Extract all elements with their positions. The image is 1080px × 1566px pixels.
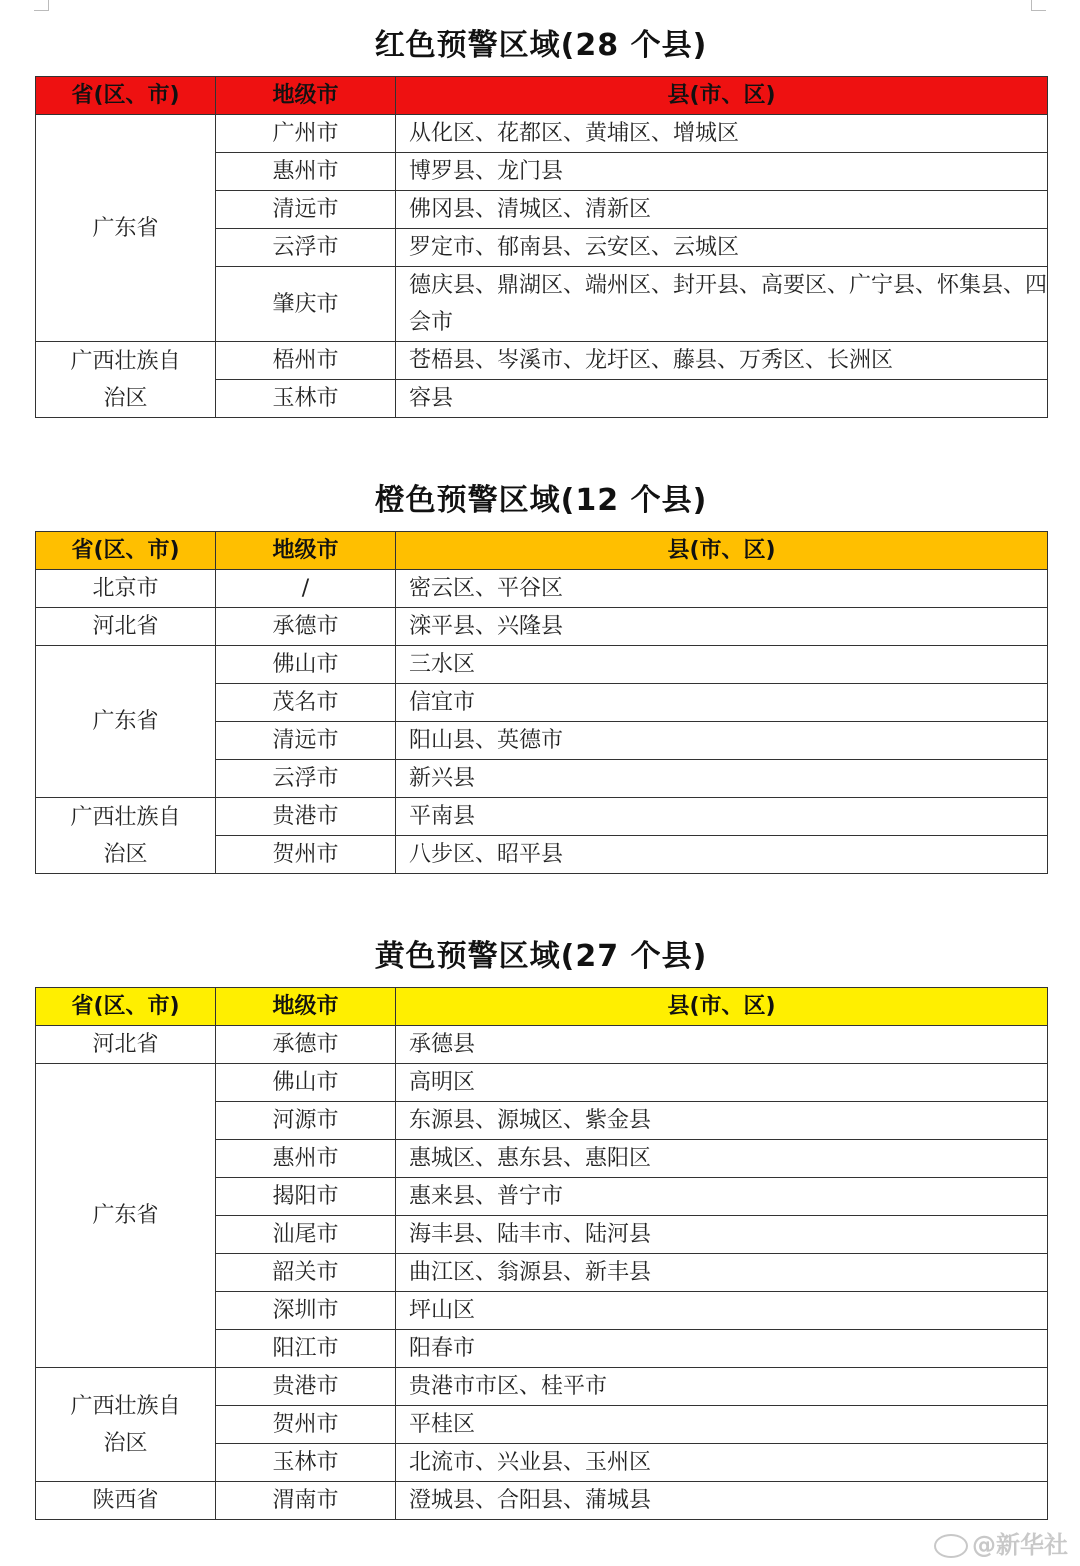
county-cell: 东源县、源城区、紫金县 [396, 1102, 1048, 1140]
county-cell: 八步区、昭平县 [396, 836, 1048, 874]
county-cell: 惠来县、普宁市 [396, 1178, 1048, 1216]
city-cell: 河源市 [216, 1102, 396, 1140]
county-cell: 贵港市市区、桂平市 [396, 1368, 1048, 1406]
county-cell: 高明区 [396, 1064, 1048, 1102]
table-row [36, 1482, 1048, 1520]
city-cell: 汕尾市 [216, 1216, 396, 1254]
county-cell: 容县 [396, 380, 1048, 418]
province-cell: 陕西省 [36, 1482, 216, 1520]
table-header-row [36, 77, 1048, 115]
county-cell: 坪山区 [396, 1292, 1048, 1330]
page-corner-mark-left [34, 0, 49, 11]
county-cell: 密云区、平谷区 [396, 570, 1048, 608]
watermark [934, 1525, 1068, 1560]
city-cell: 佛山市 [216, 1064, 396, 1102]
province-cell: 广东省 [36, 115, 216, 342]
orange-warning-title: 橙色预警区域(12 个县) [374, 483, 708, 518]
header-city: 地级市 [216, 988, 396, 1026]
header-county: 县(市、区) [396, 988, 1048, 1026]
header-city: 地级市 [216, 532, 396, 570]
city-cell: 深圳市 [216, 1292, 396, 1330]
province-cell: 河北省 [36, 608, 216, 646]
table-header-row [36, 988, 1048, 1026]
city-cell: 贺州市 [216, 836, 396, 874]
city-cell: 贺州市 [216, 1406, 396, 1444]
province-cell: 北京市 [36, 570, 216, 608]
city-cell: 阳江市 [216, 1330, 396, 1368]
table-row [36, 1064, 1048, 1102]
county-cell: 信宜市 [396, 684, 1048, 722]
province-cell: 广东省 [36, 1064, 216, 1368]
county-cell: 澄城县、合阳县、蒲城县 [396, 1482, 1048, 1520]
weibo-logo-icon [934, 1534, 968, 1558]
city-cell: 玉林市 [216, 380, 396, 418]
header-province: 省(区、市) [36, 988, 216, 1026]
county-cell: 佛冈县、清城区、清新区 [396, 191, 1048, 229]
red-warning-table [35, 76, 1048, 418]
yellow-warning-table [35, 987, 1048, 1520]
county-cell: 阳春市 [396, 1330, 1048, 1368]
page-corner-mark-right [1031, 0, 1046, 11]
table-row [36, 342, 1048, 380]
city-cell: 佛山市 [216, 646, 396, 684]
orange-warning-section [35, 471, 1047, 874]
city-cell: 肇庆市 [216, 267, 396, 342]
county-cell: 从化区、花都区、黄埔区、增城区 [396, 115, 1048, 153]
city-cell: 茂名市 [216, 684, 396, 722]
province-cell: 河北省 [36, 1026, 216, 1064]
county-cell: 阳山县、英德市 [396, 722, 1048, 760]
city-cell: 云浮市 [216, 229, 396, 267]
city-cell: / [216, 570, 396, 608]
province-cell: 广西壮族自治区 [36, 342, 216, 418]
county-cell: 罗定市、郁南县、云安区、云城区 [396, 229, 1048, 267]
county-cell: 德庆县、鼎湖区、端州区、封开县、高要区、广宁县、怀集县、四会市 [396, 267, 1048, 342]
header-province: 省(区、市) [36, 77, 216, 115]
header-province: 省(区、市) [36, 532, 216, 570]
city-cell: 玉林市 [216, 1444, 396, 1482]
city-cell: 云浮市 [216, 760, 396, 798]
header-county: 县(市、区) [396, 77, 1048, 115]
city-cell: 揭阳市 [216, 1178, 396, 1216]
county-cell: 北流市、兴业县、玉州区 [396, 1444, 1048, 1482]
county-cell: 三水区 [396, 646, 1048, 684]
county-cell: 新兴县 [396, 760, 1048, 798]
header-county: 县(市、区) [396, 532, 1048, 570]
county-cell: 海丰县、陆丰市、陆河县 [396, 1216, 1048, 1254]
table-row [36, 646, 1048, 684]
city-cell: 惠州市 [216, 1140, 396, 1178]
city-cell: 渭南市 [216, 1482, 396, 1520]
county-cell: 滦平县、兴隆县 [396, 608, 1048, 646]
county-cell: 惠城区、惠东县、惠阳区 [396, 1140, 1048, 1178]
table-row [36, 1026, 1048, 1064]
city-cell: 清远市 [216, 722, 396, 760]
county-cell: 博罗县、龙门县 [396, 153, 1048, 191]
red-warning-section [35, 16, 1047, 418]
city-cell: 承德市 [216, 1026, 396, 1064]
watermark-text: @新华社 [972, 1531, 1068, 1559]
province-cell: 广西壮族自治区 [36, 1368, 216, 1482]
county-cell: 苍梧县、岑溪市、龙圩区、藤县、万秀区、长洲区 [396, 342, 1048, 380]
header-city: 地级市 [216, 77, 396, 115]
city-cell: 广州市 [216, 115, 396, 153]
city-cell: 承德市 [216, 608, 396, 646]
red-warning-title: 红色预警区域(28 个县) [374, 28, 708, 63]
table-row [36, 115, 1048, 153]
city-cell: 贵港市 [216, 798, 396, 836]
table-row [36, 608, 1048, 646]
yellow-warning-section [35, 927, 1047, 1520]
orange-warning-table [35, 531, 1048, 874]
county-cell: 平南县 [396, 798, 1048, 836]
city-cell: 贵港市 [216, 1368, 396, 1406]
table-row [36, 570, 1048, 608]
city-cell: 清远市 [216, 191, 396, 229]
county-cell: 承德县 [396, 1026, 1048, 1064]
city-cell: 惠州市 [216, 153, 396, 191]
table-row [36, 1368, 1048, 1406]
province-cell: 广东省 [36, 646, 216, 798]
table-header-row [36, 532, 1048, 570]
city-cell: 梧州市 [216, 342, 396, 380]
yellow-warning-title: 黄色预警区域(27 个县) [374, 939, 708, 974]
table-row [36, 798, 1048, 836]
city-cell: 韶关市 [216, 1254, 396, 1292]
county-cell: 曲江区、翁源县、新丰县 [396, 1254, 1048, 1292]
province-cell: 广西壮族自治区 [36, 798, 216, 874]
county-cell: 平桂区 [396, 1406, 1048, 1444]
